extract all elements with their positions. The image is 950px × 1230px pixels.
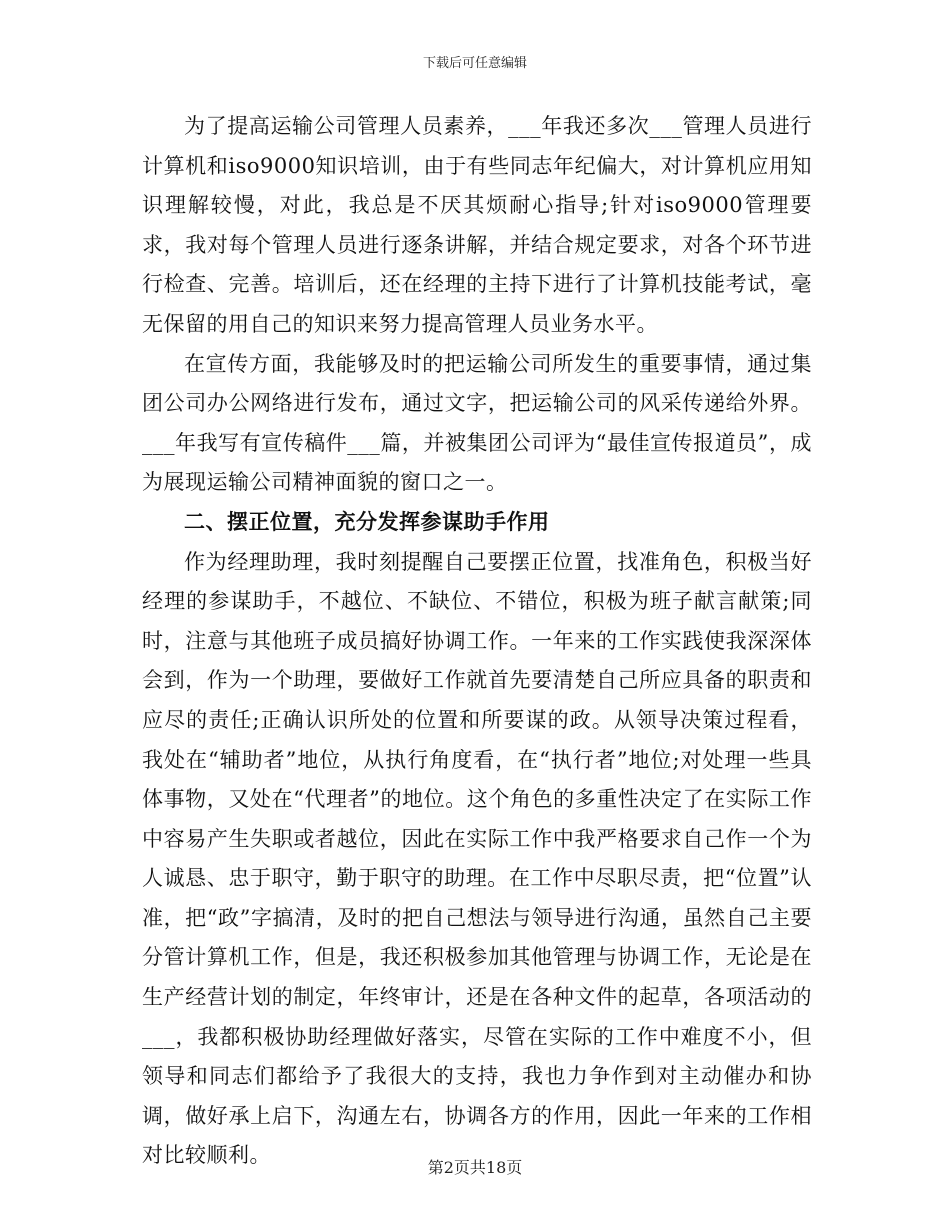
document-body — [142, 107, 812, 1176]
section-heading: 二、摆正位置，充分发挥参谋助手作用 — [184, 509, 550, 534]
paragraph-publicity: 在宣传方面，我能够及时的把运输公司所发生的重要事情，通过集团公司办公网络进行发布，通过文字，把运输公司的风采传递给外界。___年我写有宣传稿件___篇，并被集团公司评为“最佳宣传报道员”，成为展现运输公司精神面貌的窗口之一。 — [142, 351, 812, 495]
paragraph-assistant-role: 作为经理助理，我时刻提醒自己要摆正位置，找准角色，积极当好经理的参谋助手，不越位、不缺位、不错位，积极为班子献言献策;同时，注意与其他班子成员搞好协调工作。一年来的工作实践使我深深体会到，作为一个助理，要做好工作就首先要清楚自己所应具备的职责和应尽的责任;正确认识所处的位置和所要谋的政。从领导决策过程看，我处在“辅助者”地位，从执行角度看，在“执行者”地位;对处理一些具体事物，又处在“代理者”的地位。这个角色的多重性决定了在实际工作中容易产生失职或者越位，因此在实际工作中我严格要求自己作一个为人诚恳、忠于职守，勤于职守的助理。在工作中尽职尽责，把“位置”认准，把“政”字搞清，及时的把自己想法与领导进行沟通，虽然自己主要分管计算机工作，但是，我还积极参加其他管理与协调工作，无论是在生产经营计划的制定，年终审计，还是在各种文件的起草，各项活动的___，我都积极协助经理做好落实，尽管在实际的工作中难度不小，但领导和同志们都给予了我很大的支持，我也力争作到对主动催办和协调，做好承上启下，沟通左右，协调各方的作用，因此一年来的工作相对比较顺利。 — [142, 549, 812, 1168]
paragraph-training: 为了提高运输公司管理人员素养，___年我还多次___管理人员进行计算机和iso9000知识培训，由于有些同志年纪偏大，对计算机应用知识理解较慢，对此，我总是不厌其烦耐心指导;针对iso9000管理要求，我对每个管理人员进行逐条讲解，并结合规定要求，对各个环节进行检查、完善。培训后，还在经理的主持下进行了计算机技能考试，毫无保留的用自己的知识来努力提高管理人员业务水平。 — [142, 114, 812, 336]
page-header: 下载后可任意编辑 — [422, 56, 527, 71]
page-number: 第2页共18页 — [427, 1158, 523, 1177]
